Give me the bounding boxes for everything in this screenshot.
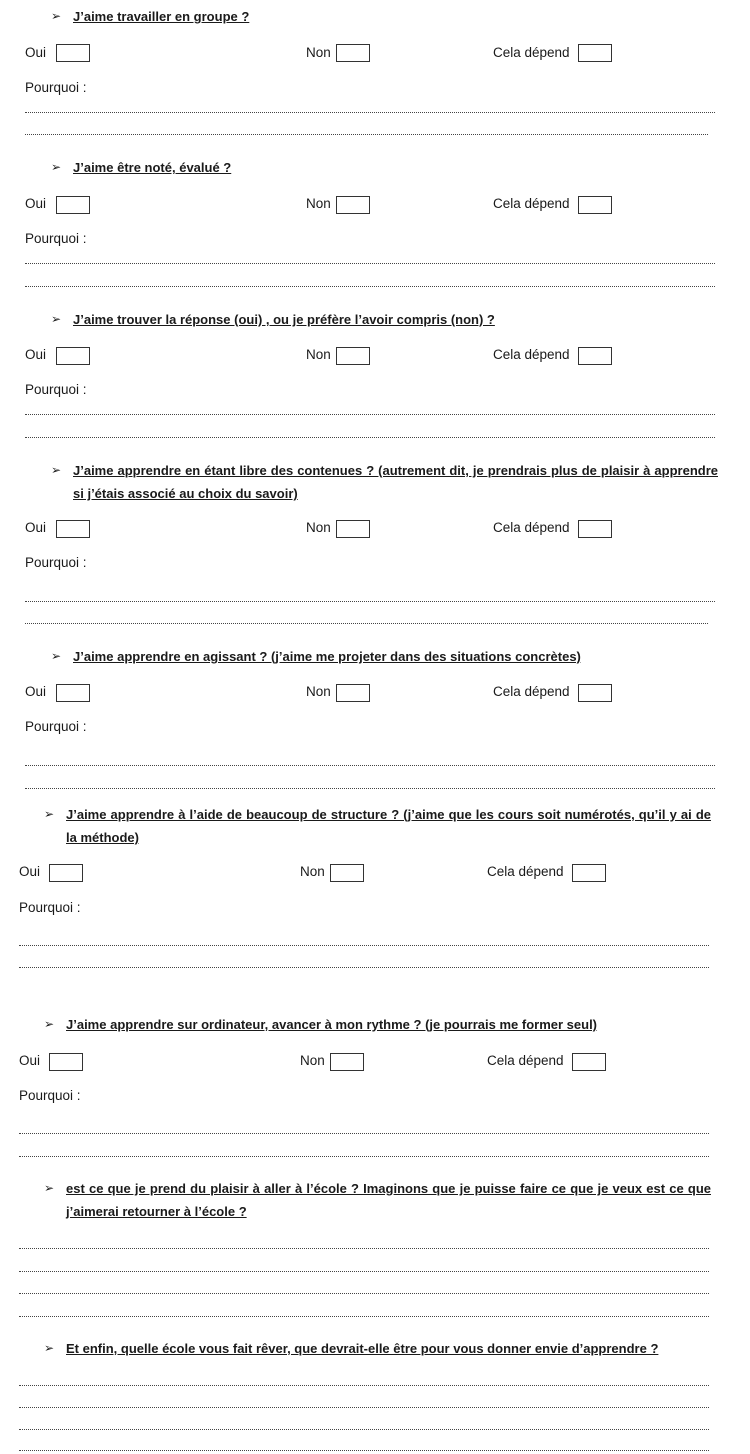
oui-checkbox[interactable] (56, 684, 90, 702)
non-label: Non (300, 864, 325, 879)
answer-line[interactable] (19, 1156, 709, 1157)
oui-checkbox[interactable] (56, 44, 90, 62)
arrow-bullet-icon: ➢ (51, 312, 62, 326)
non-checkbox[interactable] (336, 44, 370, 62)
depend-checkbox[interactable] (572, 864, 606, 882)
depend-label: Cela dépend (493, 45, 570, 60)
question-text: Et enfin, quelle école vous fait rêver, que devrait-elle être pour vous donner envie d’apprendre ? (66, 1341, 659, 1356)
question-3 (51, 308, 718, 331)
depend-checkbox[interactable] (572, 1053, 606, 1071)
depend-label: Cela dépend (493, 347, 570, 362)
non-checkbox[interactable] (336, 196, 370, 214)
oui-checkbox[interactable] (56, 347, 90, 365)
answer-line[interactable] (19, 967, 709, 968)
answer-line[interactable] (25, 623, 708, 624)
answer-line[interactable] (25, 437, 715, 438)
non-label: Non (306, 45, 331, 60)
question-text: est ce que je prend du plaisir à aller à l’école ? Imaginons que je puisse faire ce que je veux est ce que j’aimerai retourner à l’école ? (66, 1181, 711, 1219)
depend-checkbox[interactable] (578, 347, 612, 365)
depend-label: Cela dépend (493, 684, 570, 699)
question-5 (51, 645, 718, 668)
question-text: J’aime être noté, évalué ? (73, 160, 232, 175)
oui-label: Oui (19, 864, 41, 879)
answer-line[interactable] (25, 788, 715, 789)
non-checkbox[interactable] (336, 684, 370, 702)
depend-label: Cela dépend (493, 196, 570, 211)
answer-line[interactable] (25, 414, 715, 415)
answer-line[interactable] (19, 1293, 709, 1294)
depend-checkbox[interactable] (578, 44, 612, 62)
non-label: Non (306, 196, 331, 211)
non-checkbox[interactable] (336, 520, 370, 538)
answer-line[interactable] (19, 1271, 709, 1272)
oui-label: Oui (25, 45, 47, 60)
question-text: J’aime travailler en groupe ? (73, 9, 250, 24)
non-checkbox[interactable] (336, 347, 370, 365)
question-1 (51, 5, 718, 28)
answer-line[interactable] (19, 1407, 709, 1408)
question-9 (44, 1337, 711, 1360)
depend-label: Cela dépend (493, 520, 570, 535)
oui-checkbox[interactable] (56, 520, 90, 538)
question-8 (44, 1177, 711, 1223)
depend-checkbox[interactable] (578, 520, 612, 538)
question-2 (51, 156, 718, 179)
pourquoi-label: Pourquoi : (25, 382, 87, 397)
non-label: Non (306, 520, 331, 535)
non-label: Non (306, 347, 331, 362)
oui-checkbox[interactable] (56, 196, 90, 214)
arrow-bullet-icon: ➢ (51, 649, 62, 663)
question-7 (44, 1013, 711, 1036)
answer-line[interactable] (25, 286, 715, 287)
question-text: J’aime apprendre à l’aide de beaucoup de structure ? (j’aime que les cours soit numérotés, qu’il y ai de la méthode) (66, 807, 711, 845)
depend-checkbox[interactable] (578, 196, 612, 214)
question-6 (44, 803, 711, 849)
depend-checkbox[interactable] (578, 684, 612, 702)
answer-line[interactable] (19, 1316, 709, 1317)
non-label: Non (306, 684, 331, 699)
answer-line[interactable] (19, 945, 709, 946)
answer-line[interactable] (25, 765, 715, 766)
pourquoi-label: Pourquoi : (19, 1088, 81, 1103)
answer-line[interactable] (19, 1429, 709, 1430)
arrow-bullet-icon: ➢ (44, 1341, 55, 1355)
pourquoi-label: Pourquoi : (25, 555, 87, 570)
non-checkbox[interactable] (330, 864, 364, 882)
question-text: J’aime apprendre en étant libre des contenues ? (autrement dit, je prendrais plus de plaisir à apprendre si j’étais associé au choix du savoir) (73, 463, 718, 501)
oui-checkbox[interactable] (49, 864, 83, 882)
answer-line[interactable] (19, 1450, 709, 1451)
pourquoi-label: Pourquoi : (25, 80, 87, 95)
oui-label: Oui (25, 520, 47, 535)
oui-checkbox[interactable] (49, 1053, 83, 1071)
oui-label: Oui (25, 196, 47, 211)
arrow-bullet-icon: ➢ (44, 1017, 55, 1031)
answer-line[interactable] (19, 1248, 709, 1249)
answer-line[interactable] (25, 601, 715, 602)
non-label: Non (300, 1053, 325, 1068)
answer-line[interactable] (19, 1385, 709, 1386)
pourquoi-label: Pourquoi : (25, 719, 87, 734)
depend-label: Cela dépend (487, 864, 564, 879)
oui-label: Oui (25, 347, 47, 362)
arrow-bullet-icon: ➢ (51, 463, 62, 477)
arrow-bullet-icon: ➢ (44, 807, 55, 821)
pourquoi-label: Pourquoi : (25, 231, 87, 246)
answer-line[interactable] (25, 112, 715, 113)
answer-line[interactable] (25, 134, 708, 135)
arrow-bullet-icon: ➢ (44, 1181, 55, 1195)
oui-label: Oui (25, 684, 47, 699)
depend-label: Cela dépend (487, 1053, 564, 1068)
question-text: J’aime apprendre en agissant ? (j’aime me projeter dans des situations concrètes) (73, 649, 581, 664)
question-text: J’aime apprendre sur ordinateur, avancer à mon rythme ? (je pourrais me former seul) (66, 1017, 598, 1032)
arrow-bullet-icon: ➢ (51, 9, 62, 23)
answer-line[interactable] (19, 1133, 709, 1134)
pourquoi-label: Pourquoi : (19, 900, 81, 915)
question-4 (51, 459, 718, 505)
oui-label: Oui (19, 1053, 41, 1068)
answer-line[interactable] (25, 263, 715, 264)
non-checkbox[interactable] (330, 1053, 364, 1071)
question-text: J’aime trouver la réponse (oui) , ou je préfère l’avoir compris (non) ? (73, 312, 495, 327)
arrow-bullet-icon: ➢ (51, 160, 62, 174)
